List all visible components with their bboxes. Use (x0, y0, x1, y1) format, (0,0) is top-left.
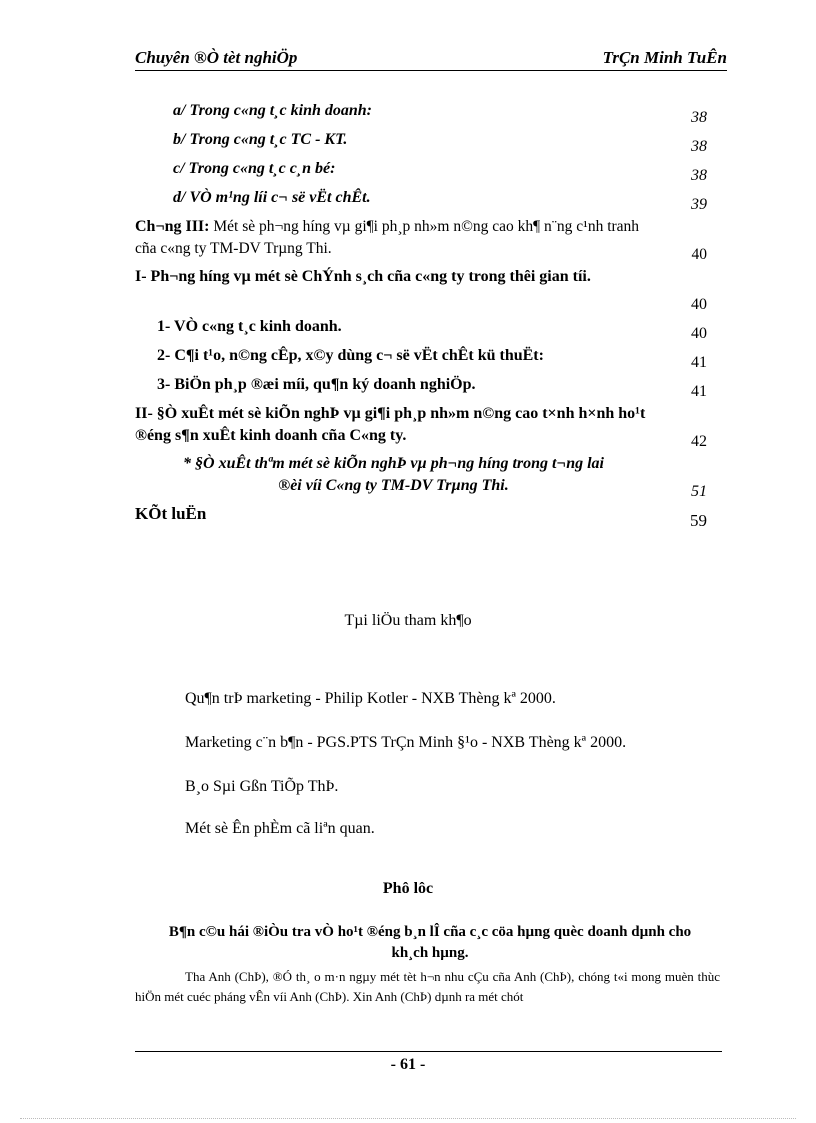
toc-entry-text: a/ Trong c«ng t¸c kinh doanh: (173, 102, 372, 119)
toc-page-number: 40 (691, 296, 707, 313)
toc-entry-text: * §Ò xuÊt thªm mét sè kiÕn nghÞ vµ ph¬ng híng trong t¬ng lai ®èi víi C«ng ty TM-DV Trµng Thi. (183, 455, 604, 494)
toc-page-number: 39 (691, 196, 707, 213)
reference-item: Marketing c¨n b¶n - PGS.PTS TrÇn Minh §¹o - NXB Thèng kª 2000. (185, 734, 627, 751)
toc-entry-text: I- Ph¬ng híng vµ mét sè ChÝnh s¸ch cña c«ng ty trong thêi gian tíi. (135, 268, 591, 285)
toc-page-number: 41 (691, 354, 707, 371)
appendix-title: Phô lôc (382, 880, 434, 897)
questionnaire-title: B¶n c©u hái ®iÒu tra vÒ ho¹t ®éng b¸n lÎ cña c¸c cöa hµng quèc doanh dµnh cho kh¸ch hµng. (168, 924, 692, 961)
table-of-contents (135, 100, 707, 532)
toc-entry-text: c/ Trong c«ng t¸c c¸n bé: (173, 160, 336, 177)
reference-item: Qu¶n trÞ marketing - Philip Kotler - NXB Thèng kª 2000. (185, 690, 556, 707)
toc-entry-text: Mét sè ph¬ng híng vµ gi¶i ph¸p nh»m n©ng cao kh¶ n¨ng c¹nh tranh cña c«ng ty TM-DV Trµng Thi. (135, 218, 640, 257)
toc-conclusion (135, 503, 707, 532)
toc-entry-text: 1- VÒ c«ng t¸c kinh doanh. (157, 318, 342, 335)
references-title: Tµi liÖu tham kh¶o (344, 612, 472, 629)
toc-page-number: 41 (691, 383, 707, 400)
toc-page-number: 38 (691, 167, 707, 184)
toc-entry-b (173, 129, 707, 158)
toc-subsection-3 (157, 374, 707, 403)
toc-page-number: 38 (691, 138, 707, 155)
header-left-title: Chuyên ®Ò tèt nghiÖp (135, 48, 298, 67)
toc-section-2 (135, 403, 707, 453)
toc-page-number: 38 (691, 109, 707, 126)
toc-entry-text: 2- C¶i t¹o, n©ng cÊp, x©y dùng c¬ së vËt chÊt kü thuËt: (157, 347, 544, 364)
toc-subsection-2 (157, 345, 707, 374)
toc-entry-c (173, 158, 707, 187)
toc-page-number: 40 (691, 325, 707, 342)
toc-page-number: 59 (690, 511, 707, 530)
footer-divider (135, 1051, 722, 1052)
page-number: - 61 - (390, 1056, 426, 1073)
toc-chapter-label: Ch¬ng III: (135, 218, 210, 235)
toc-entry-a (173, 100, 707, 129)
toc-entry-text: 3- BiÖn ph¸p ®æi míi, qu¶n ký doanh nghiÖp. (157, 376, 476, 393)
toc-chapter-3 (135, 216, 707, 266)
reference-item: Mét sè Ên phÈm cã liªn quan. (185, 820, 375, 837)
toc-bullet-entry (170, 453, 707, 503)
toc-page-number: 51 (691, 483, 707, 500)
header-author: TrÇn Minh TuÊn (602, 48, 727, 67)
page-bottom-dotted-line (20, 1118, 796, 1119)
questionnaire-intro-paragraph: Tha Anh (ChÞ), ®Ó th¸ o m·n ngµy mét tèt h¬n nhu cÇu cña Anh (ChÞ), chóng t«i mong muèn thùc hiÖn mét cuéc pháng vÊn víi Anh (ChÞ). Xin Anh (ChÞ) dµnh ra mét chót (135, 969, 720, 1004)
toc-subsection-1 (157, 316, 707, 345)
toc-entry-text: d/ VÒ m¹ng líi c¬ së vËt chÊt. (173, 189, 371, 206)
reference-item: B¸o Sµi Gßn TiÕp ThÞ. (185, 778, 339, 795)
page-header (135, 48, 727, 71)
toc-page-number: 42 (691, 433, 707, 450)
toc-page-number: 40 (691, 246, 707, 263)
toc-entry-d (173, 187, 707, 216)
toc-entry-text: KÕt luËn (135, 504, 207, 523)
toc-entry-text: II- §Ò xuÊt mét sè kiÕn nghÞ vµ gi¶i ph¸p nh»m n©ng cao t×nh h×nh ho¹t ®éng s¶n xuÊt kinh doanh cña C«ng ty. (135, 405, 646, 444)
toc-section-1 (135, 266, 707, 316)
toc-entry-text: b/ Trong c«ng t¸c TC - KT. (173, 131, 348, 148)
